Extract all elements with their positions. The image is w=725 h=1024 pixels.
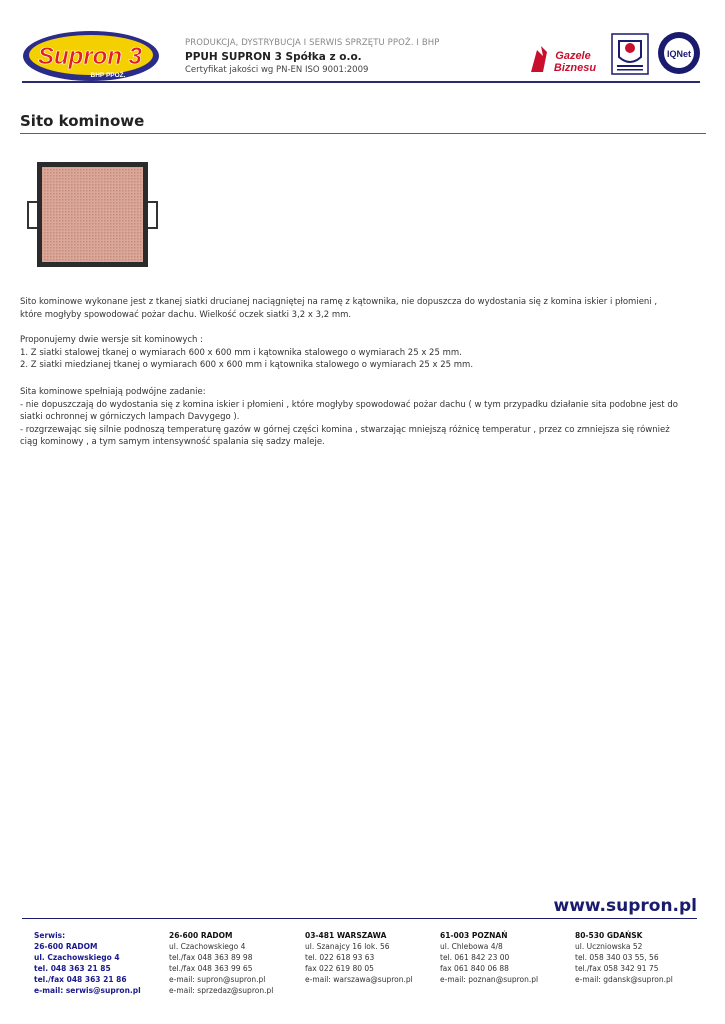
footer-line: ul. Czachowskiego 4: [34, 953, 120, 962]
logo-text: Supron 3: [37, 43, 143, 70]
text-line: Sita kominowe spełniają podwójne zadanie:: [20, 387, 206, 397]
description-paragraph: [20, 296, 705, 321]
footer-line: tel./fax 048 363 99 65: [169, 964, 253, 973]
certificate-line: Certyfikat jakości wg PN-EN ISO 9001:2009: [185, 65, 369, 75]
company-name: PPUH SUPRON 3 Spółka z o.o.: [185, 51, 362, 63]
footer-line: tel./fax 048 363 89 98: [169, 953, 253, 962]
footer-column-serwis: [34, 930, 141, 996]
certification-badge-icon: [611, 33, 649, 75]
text-line: Proponujemy dwie wersje sit kominowych :: [20, 335, 203, 345]
footer-city: 80-530 GDAŃSK: [575, 931, 643, 940]
footer-city: 26-600 RADOM: [169, 931, 233, 940]
text-line: siatki ochronnej w górniczych lampach Davygego ).: [20, 412, 240, 422]
footer-line: ul. Czachowskiego 4: [169, 942, 246, 951]
footer-line: 26-600 RADOM: [34, 942, 98, 951]
text-line: Sito kominowe wykonane jest z tkanej siatki drucianej naciągniętej na ramę z kątownika, nie dopuszcza do wydostania się z komina iskier i płomieni ,: [20, 297, 658, 307]
text-line: które mogłyby spowodować pożar dachu. Wielkość oczek siatki 3,2 x 3,2 mm.: [20, 309, 352, 320]
footer-column-poznan: [440, 930, 538, 985]
text-line: - rozgrzewając się silnie podnoszą temperaturę gazów w górnej części komina , stwarzając mniejszą różnicę temperatur , przez co zmniejsza się również: [20, 424, 670, 435]
footer-line: tel. 058 340 03 55, 56: [575, 953, 659, 962]
chimney-screen-product-image: [26, 160, 161, 270]
footer-line: ul. Chlebowa 4/8: [440, 942, 503, 951]
footer-email[interactable]: e-mail: warszawa@supron.pl: [305, 975, 413, 984]
website-link[interactable]: www.supron.pl: [553, 896, 697, 916]
page-title: Sito kominowe: [20, 112, 145, 130]
footer-email[interactable]: e-mail: serwis@supron.pl: [34, 986, 141, 995]
footer-line: tel./fax 058 342 91 75: [575, 964, 659, 973]
text-line: - nie dopuszczają do wydostania się z komina iskier i płomieni , które mogłyby spowodować pożar dachu ( w tym przypadku działanie sita podobne jest do: [20, 399, 678, 410]
logo-subtext: BHP PPOŻ.: [90, 72, 126, 79]
gazele-biznesu-logo: [527, 42, 602, 76]
footer-column-warszawa: [305, 930, 413, 985]
footer-email[interactable]: e-mail: sprzedaz@supron.pl: [169, 986, 274, 995]
footer-line: fax 022 619 80 05: [305, 964, 374, 973]
versions-paragraph: [20, 334, 705, 372]
text-line: ciąg kominowy , a tym samym intensywność spalania się sadzy maleje.: [20, 437, 325, 447]
footer-line: ul. Uczniowska 52: [575, 942, 643, 951]
header-divider: [22, 81, 700, 83]
footer-email[interactable]: e-mail: supron@supron.pl: [169, 975, 266, 984]
title-divider: [20, 133, 706, 134]
footer-line: Serwis:: [34, 931, 66, 940]
text-line: 1. Z siatki stalowej tkanej o wymiarach 600 x 600 mm i kątownika stalowego o wymiarach 25 x 25 mm.: [20, 347, 462, 358]
footer-line: tel. 061 842 23 00: [440, 953, 510, 962]
footer-divider: [22, 918, 697, 919]
header-tagline: PRODUKCJA, DYSTRYBUCJA I SERWIS SPRZĘTU PPOŻ. I BHP: [185, 38, 440, 48]
footer-line: fax 061 840 06 88: [440, 964, 509, 973]
svg-text:Biznesu: Biznesu: [553, 62, 597, 74]
footer-line: tel. 048 363 21 85: [34, 964, 111, 973]
footer-email[interactable]: e-mail: poznan@supron.pl: [440, 975, 539, 984]
company-logo: [22, 30, 160, 82]
footer-email[interactable]: e-mail: gdansk@supron.pl: [575, 975, 673, 984]
footer-column-gdansk: [575, 930, 673, 985]
function-paragraph: [20, 386, 705, 449]
footer-city: 03-481 WARSZAWA: [305, 931, 387, 940]
footer-column-radom: [169, 930, 273, 996]
text-line: 2. Z siatki miedzianej tkanej o wymiarach 600 x 600 mm i kątownika stalowego o wymiarach 25 x 25 mm.: [20, 360, 474, 370]
footer-line: ul. Szanajcy 16 lok. 56: [305, 942, 390, 951]
svg-text:IQNet: IQNet: [666, 49, 692, 59]
footer-line: tel./fax 048 363 21 86: [34, 975, 127, 984]
footer-city: 61-003 POZNAŃ: [440, 931, 508, 940]
svg-text:Gazele: Gazele: [555, 50, 591, 62]
footer-line: tel. 022 618 93 63: [305, 953, 375, 962]
iqnet-badge-icon: [657, 31, 701, 75]
